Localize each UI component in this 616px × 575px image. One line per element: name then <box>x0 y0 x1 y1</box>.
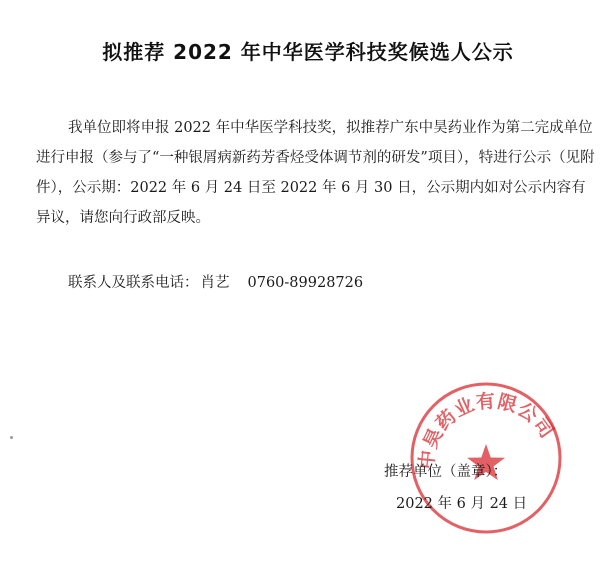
signing-date: 2022 年 6 月 24 日 <box>396 496 528 512</box>
notice-body <box>36 113 596 233</box>
contact-line <box>68 271 363 295</box>
page-title: 拟推荐 2022 年中华医学科技奖候选人公示 <box>102 40 514 64</box>
seal-text-path: 中昊药业有限公司 <box>415 390 559 471</box>
scan-speck <box>10 436 13 439</box>
contact-name: 肖艺 <box>200 275 230 291</box>
contact-phone: 0760-89928726 <box>247 275 364 291</box>
notice-paragraph: 我单位即将申报 2022 年中华医学科技奖，拟推荐广东中昊药业作为第二完成单位进行申报（参与了“一种银屑病新药芳香烃受体调节剂的研发”项目），特进行公示（见附件），公示期：2022 年 6 月 24 日至 2022 年 6 月 30 日，公示期内如对公示内容有异议，请您向行政部反映。 <box>36 120 595 226</box>
signing-unit-label: 推荐单位（盖章）： <box>384 464 508 480</box>
contact-label: 联系人及联系电话： <box>68 275 199 291</box>
